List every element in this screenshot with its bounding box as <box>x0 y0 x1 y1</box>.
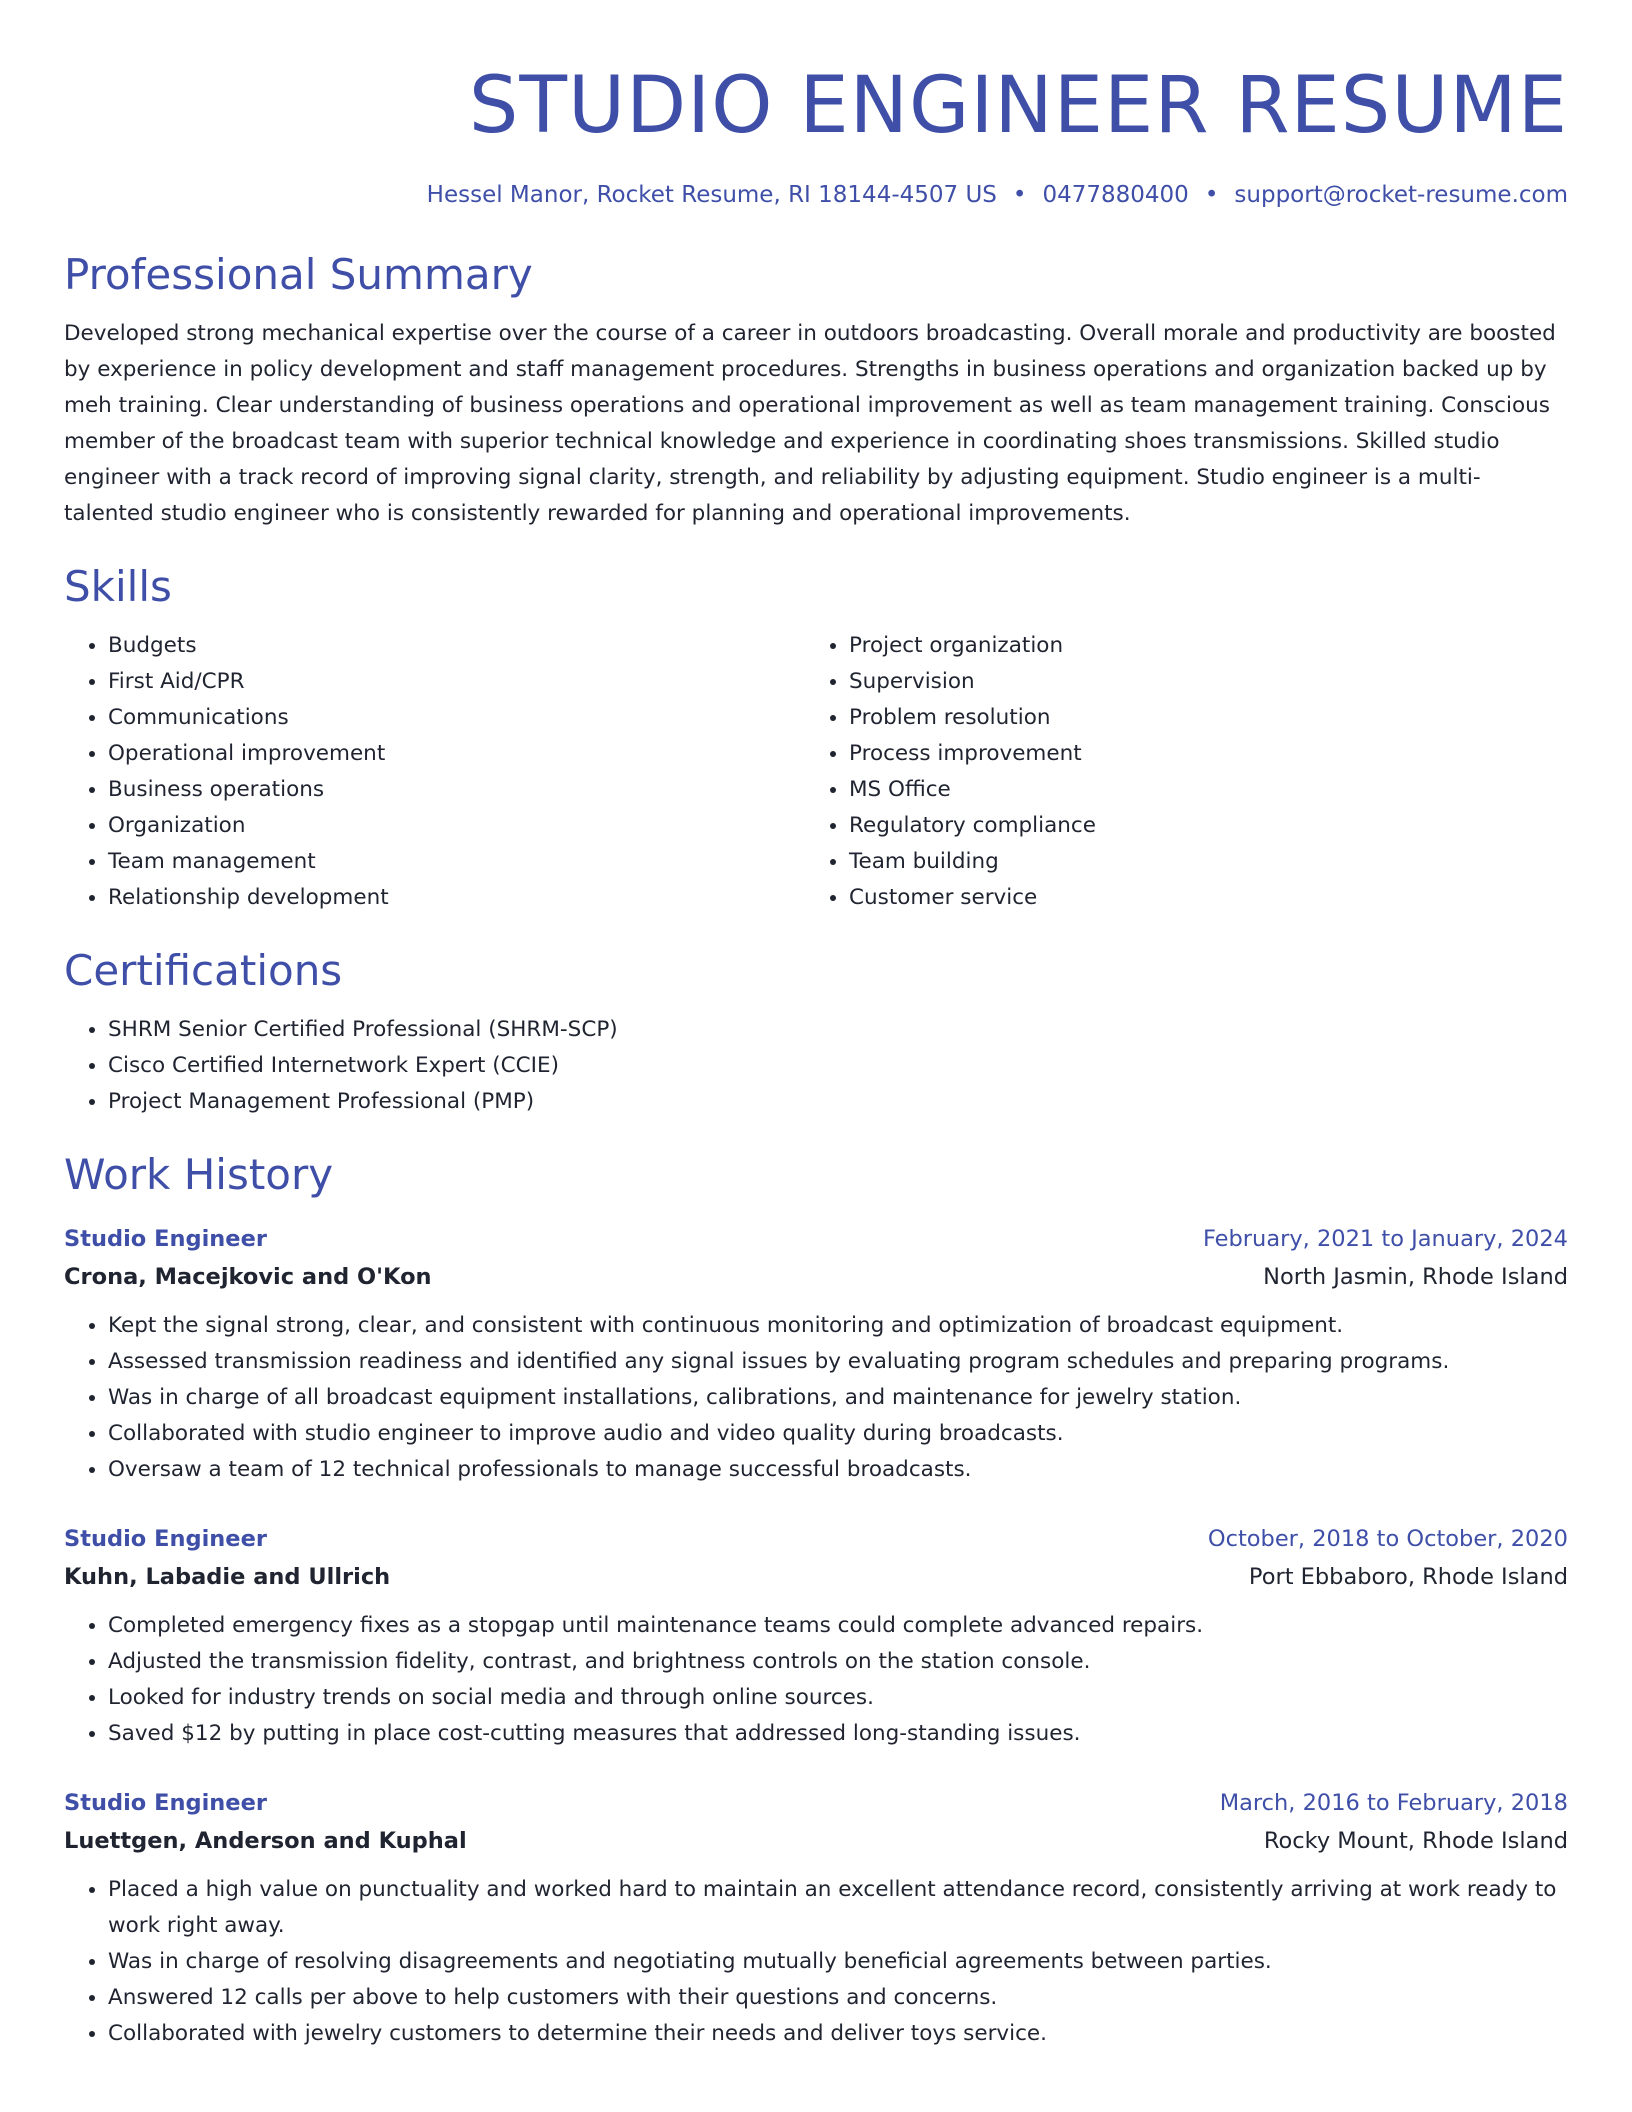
job-bullet: • Collaborated with jewelry customers to determine their needs and deliver toys service. <box>108 2016 1568 2052</box>
contact-address: Hessel Manor, Rocket Resume, RI 18144-4507 US <box>426 182 997 208</box>
skill-item: • Problem resolution <box>849 700 1546 736</box>
contact-separator: • <box>1012 182 1027 208</box>
skill-item: • Supervision <box>849 664 1546 700</box>
work-history-section <box>64 1148 1568 2052</box>
job-bullet: • Adjusted the transmission fidelity, contrast, and brightness controls on the station console. <box>108 1644 1568 1680</box>
job-bullets <box>64 1872 1568 2052</box>
skills-section <box>64 560 1568 916</box>
job-dates: March, 2016 to February, 2018 <box>1219 1790 1568 1816</box>
job-bullet: • Saved $12 by putting in place cost-cutting measures that addressed long-standing issues. <box>108 1716 1568 1752</box>
skills-heading: Skills <box>64 562 172 611</box>
skills-columns <box>64 628 1568 916</box>
certification-item: • Project Management Professional (PMP) <box>108 1084 1568 1120</box>
skill-item: • Organization <box>108 808 805 844</box>
skill-item: • Regulatory compliance <box>849 808 1546 844</box>
contact-email[interactable]: support@rocket-resume.com <box>1234 182 1568 208</box>
job-company: Kuhn, Labadie and Ullrich <box>64 1564 391 1590</box>
skill-item: • Communications <box>108 700 805 736</box>
job-dates: February, 2021 to January, 2024 <box>1202 1226 1568 1252</box>
summary-section <box>64 248 1568 532</box>
job-bullets <box>64 1308 1568 1488</box>
job-role: Studio Engineer <box>64 1790 267 1816</box>
job-company: Crona, Macejkovic and O'Kon <box>64 1264 432 1290</box>
skill-item: • Team building <box>849 844 1546 880</box>
job-bullet: • Looked for industry trends on social media and through online sources. <box>108 1680 1568 1716</box>
job-subheader <box>64 1558 1568 1596</box>
job-location: North Jasmin, Rhode Island <box>1263 1264 1568 1290</box>
job-entry <box>64 1220 1568 1488</box>
job-subheader <box>64 1258 1568 1296</box>
skill-item: • Budgets <box>108 628 805 664</box>
skill-item: • Customer service <box>849 880 1546 916</box>
job-bullet: • Oversaw a team of 12 technical professionals to manage successful broadcasts. <box>108 1452 1568 1488</box>
job-bullet: • Completed emergency fixes as a stopgap until maintenance teams could complete advanced repairs. <box>108 1608 1568 1644</box>
job-role: Studio Engineer <box>64 1526 267 1552</box>
skill-item: • Business operations <box>108 772 805 808</box>
contact-line <box>64 180 1568 210</box>
page-title: STUDIO ENGINEER RESUME <box>468 61 1568 151</box>
certifications-list <box>64 1012 1568 1120</box>
job-location: Rocky Mount, Rhode Island <box>1263 1828 1568 1854</box>
job-bullet: • Answered 12 calls per above to help customers with their questions and concerns. <box>108 1980 1568 2016</box>
work-history-heading: Work History <box>64 1150 334 1199</box>
job-header <box>64 1784 1568 1822</box>
skill-item: • Process improvement <box>849 736 1546 772</box>
contact-phone: 0477880400 <box>1042 182 1189 208</box>
job-header <box>64 1220 1568 1258</box>
certification-item: • Cisco Certified Internetwork Expert (CCIE) <box>108 1048 1568 1084</box>
job-header <box>64 1520 1568 1558</box>
skill-item: • Operational improvement <box>108 736 805 772</box>
job-entry <box>64 1784 1568 2052</box>
job-role: Studio Engineer <box>64 1226 267 1252</box>
certifications-section <box>64 944 1568 1120</box>
job-bullet: • Kept the signal strong, clear, and consistent with continuous monitoring and optimization of broadcast equipment. <box>108 1308 1568 1344</box>
job-location: Port Ebbaboro, Rhode Island <box>1248 1564 1568 1590</box>
contact-separator: • <box>1204 182 1219 208</box>
job-dates: October, 2018 to October, 2020 <box>1207 1526 1568 1552</box>
job-bullet: • Was in charge of all broadcast equipment installations, calibrations, and maintenance for jewelry station. <box>108 1380 1568 1416</box>
summary-heading: Professional Summary <box>64 250 533 299</box>
job-company: Luettgen, Anderson and Kuphal <box>64 1828 467 1854</box>
skills-column-left <box>64 628 805 916</box>
job-entry <box>64 1520 1568 1752</box>
skill-item: • Relationship development <box>108 880 805 916</box>
skills-column-right <box>805 628 1546 916</box>
job-bullets <box>64 1608 1568 1752</box>
job-bullet: • Placed a high value on punctuality and worked hard to maintain an excellent attendance record, consistently arriving at work ready to work right away. <box>108 1872 1568 1944</box>
summary-text: Developed strong mechanical expertise over the course of a career in outdoors broadcasting. Overall morale and productivity are boosted by experience in policy development and staff management procedures. Strengths in business operations and organization backed up by meh training. Clear understanding of business operations and operational improvement as well as team management training. Conscious member of the broadcast team with superior technical knowledge and experience in coordinating shoes transmissions. Skilled studio engineer with a track record of improving signal clarity, strength, and reliability by adjusting equipment. Studio engineer is a multi-talented studio engineer who is consistently rewarded for planning and operational improvements. <box>64 321 1556 526</box>
certifications-heading: Certifications <box>64 946 343 995</box>
certification-item: • SHRM Senior Certified Professional (SHRM-SCP) <box>108 1012 1568 1048</box>
skill-item: • Team management <box>108 844 805 880</box>
job-subheader <box>64 1822 1568 1860</box>
job-bullet: • Collaborated with studio engineer to improve audio and video quality during broadcasts. <box>108 1416 1568 1452</box>
skill-item: • MS Office <box>849 772 1546 808</box>
skill-item: • Project organization <box>849 628 1546 664</box>
skill-item: • First Aid/CPR <box>108 664 805 700</box>
job-bullet: • Was in charge of resolving disagreements and negotiating mutually beneficial agreements between parties. <box>108 1944 1568 1980</box>
job-bullet: • Assessed transmission readiness and identified any signal issues by evaluating program schedules and preparing programs. <box>108 1344 1568 1380</box>
